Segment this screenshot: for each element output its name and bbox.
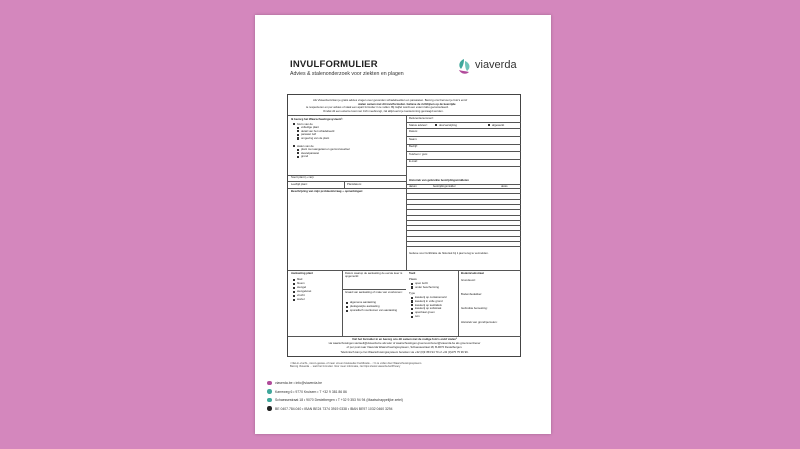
- contact-field-1: Naam:: [409, 136, 418, 141]
- footnote-2: Bezorg Viaverda ... teelt het formulier. Voor meer informatie, zie https://www.viaverda.be/Privacy: [290, 365, 401, 369]
- photos-checkbox[interactable]: [293, 123, 295, 125]
- infestation-option-checkbox-5[interactable]: [293, 299, 295, 301]
- sample-option-checkbox-1[interactable]: [297, 152, 299, 154]
- soil-field-2: Gebruikte bemesting:: [461, 306, 488, 310]
- form-box: [287, 94, 521, 357]
- contact-line-3: [275, 407, 393, 411]
- logo-text: viaverda: [475, 59, 517, 71]
- history-row-line-6: [406, 220, 521, 221]
- history-heading: Historiek van gebruikte bestrijdingsmiddelen: [409, 178, 469, 182]
- infestation-option-checkbox-0[interactable]: [293, 279, 295, 281]
- photo-option-checkbox-1[interactable]: [297, 130, 299, 132]
- soil-heading: Bodem/substraat: [461, 271, 484, 275]
- infestation-option-label-5: wortel: [297, 297, 305, 301]
- history-row-line-3: [406, 204, 521, 205]
- page-title: INVULFORMULIER: [290, 59, 378, 70]
- soil-field-1: Bodembedekker:: [461, 292, 483, 296]
- history-col-date: datum: [409, 183, 417, 188]
- history-row-line-2: [406, 199, 521, 200]
- sample-option-label-2: grond: [301, 154, 309, 159]
- infestation-heading: Aantasting plant: [291, 271, 313, 275]
- degree-option-label-2: sporadisch voorkomen van aantasting: [350, 308, 398, 312]
- type-option-checkbox-2[interactable]: [411, 304, 413, 306]
- viaverda-logo: [455, 58, 535, 76]
- history-col-dose: dosis: [501, 183, 508, 188]
- soil-field-3: Historiek van grond/percelen:: [461, 320, 498, 324]
- infestation-option-label-2: stengel: [297, 285, 307, 289]
- type-option-label-0: kwekerij op containerveld: [415, 295, 447, 299]
- contact-dot-icon: [267, 389, 272, 394]
- infestation-option-checkbox-3[interactable]: [293, 291, 295, 293]
- sample-option-label-0: plant met aangetast en gezond weefsel: [301, 147, 350, 151]
- photo-option-label-1: detail van het schadebeeld: [301, 128, 335, 133]
- photo-option-checkbox-2[interactable]: [297, 134, 299, 136]
- infestation-option-label-3: stengelvoet: [297, 289, 312, 293]
- photo-option-checkbox-3[interactable]: [297, 137, 299, 139]
- infestation-option-label-0: blad: [297, 277, 303, 281]
- history-row-line-8: [406, 230, 521, 231]
- history-row-line-11: [406, 246, 521, 247]
- infestation-option-checkbox-2[interactable]: [293, 287, 295, 289]
- intro-line-4: Omdat dit een externe kost met zich meebrengt, zal altijd eerst je toestemming gevraagd worden.: [323, 108, 444, 113]
- type-option-label-1: kwekerij in volle grond: [415, 298, 443, 303]
- contact-field-line-3: [406, 159, 521, 160]
- contact-dot-icon: [267, 381, 272, 386]
- contact-text: Schaessestraat 18 • 9070 Destelbergen • T +32 9 353 94 94 (Maatschappelijke zetel): [275, 398, 403, 402]
- infestation-option-checkbox-4[interactable]: [293, 295, 295, 297]
- ref-label: Referentienummer²:: [409, 116, 434, 120]
- place-option-checkbox-1[interactable]: [411, 286, 413, 288]
- history-row-line-7: [406, 225, 521, 226]
- send-line-3: Telefonisch kan je het Waarschuwingssysteem bereiken via +32 (0)9 353 94 70 of +32 (0)475 75 96 99.: [340, 349, 469, 354]
- contact-line-0: [275, 381, 322, 385]
- photo-option-label-3: omgeving van de plant: [301, 135, 330, 140]
- degree-option-checkbox-1[interactable]: [346, 306, 348, 308]
- degree-option-label-0: algemene aantasting: [350, 300, 376, 304]
- contact-field-0: Datum:: [409, 129, 419, 133]
- history-row-line-4: [406, 209, 521, 210]
- sample-option-label-1: sleutelparasiet: [301, 150, 320, 155]
- samples-checkbox[interactable]: [293, 145, 295, 147]
- first-date-heading: Datum waarop de aantasting de eerste keer is opgemerkt:: [345, 271, 403, 279]
- contact-field-2: Bedrijf:: [409, 144, 418, 148]
- contact-field-3: Telefoon / gsm:: [409, 151, 428, 156]
- send-heading: Ik bezorg het Waarschuwingssysteem¹:: [291, 117, 344, 121]
- contact-line-2: [275, 398, 403, 402]
- contact-dot-icon: [267, 398, 272, 403]
- status-done-label: afgewerkt: [492, 122, 505, 127]
- contact-field-line-0: [406, 136, 521, 137]
- document-page: [255, 15, 551, 434]
- type-option-checkbox-3[interactable]: [411, 308, 413, 310]
- plant-date-label: Plantdatum:: [347, 182, 362, 186]
- status-label: Status advies²:: [409, 122, 428, 127]
- history-row-line-10: [406, 241, 521, 242]
- place-option-label-0: open lucht: [415, 281, 428, 285]
- footnote-1: ¹ Niet-in-vrucht-, niet-in-gewas- of meer uit een boekseder-fructificatie... ² In te vullen door Waarschuwingssysteem.: [290, 362, 422, 365]
- infestation-option-label-4: vrucht: [297, 293, 305, 297]
- type-label: Type: [409, 291, 416, 295]
- sample-option-checkbox-2[interactable]: [297, 156, 299, 158]
- description-heading: Beschrijving van mijn probleem/vraag + opmerkingen:: [291, 189, 364, 193]
- send-line-1: via waarschuwingen.sierteelt@viaverda.be als teler of waarschuwingen.groenvoorziener@viaverda.be als groenvoorziener: [328, 341, 481, 346]
- type-option-checkbox-4[interactable]: [411, 312, 413, 314]
- place-label: Plaats: [409, 277, 417, 281]
- history-row-line-1: [406, 193, 521, 194]
- leaf-logo-icon: [455, 58, 473, 76]
- contact-text: Karreweg 6 • 9770 Kruisem • T +32 9 381 86 86: [275, 389, 347, 394]
- degree-option-checkbox-0[interactable]: [346, 302, 348, 304]
- type-option-label-2: kwekerij op teelttafels: [415, 302, 442, 307]
- photo-option-checkbox-0[interactable]: [297, 127, 299, 129]
- send-line-0: Voil het formulier in en bezorg ons dit samen met de nodige foto's en/of stalen³: [352, 337, 457, 341]
- type-option-label-5: tuin: [415, 314, 420, 318]
- type-option-checkbox-5[interactable]: [411, 316, 413, 318]
- contact-field-line-1: [406, 144, 521, 145]
- place-option-checkbox-0[interactable]: [411, 283, 413, 285]
- history-row-line-0: [406, 188, 521, 189]
- type-option-label-3: kwekerij op substraat: [415, 306, 442, 311]
- contact-line-1: [275, 390, 347, 394]
- samples-label: stalen van de: [297, 143, 314, 148]
- contact-field-line-4: [406, 166, 521, 167]
- status-referral-checkbox[interactable]: [435, 124, 437, 126]
- footnotes: [290, 362, 520, 368]
- intro-line-3: te respecteren en per advies of staal een apart formulier in te vullen. Bij twijfel wordt een extern labo geconsulteerd.: [306, 105, 449, 109]
- send-line-2: of per post naar Viaverda Waarschuwingssysteem, Schaessestraat 18, B-9070 Destelbergen.: [346, 345, 463, 350]
- plant-age-label: Leeftijd plant:: [291, 182, 308, 186]
- history-row-line-5: [406, 215, 521, 216]
- contact-text: BE 0407.784.040 • IBAN BE24 7374 3919 0338 • IBAN BE97 1032 0460 3294: [275, 406, 393, 411]
- infestation-option-checkbox-1[interactable]: [293, 283, 295, 285]
- contact-dot-icon: [267, 406, 272, 411]
- history-col-product: bestrijdingsmiddel: [433, 183, 456, 188]
- history-footnote: Gelieve voor fertilizatie de historiek bij 1 jaar terug te vermelden.: [409, 251, 489, 255]
- degree-option-checkbox-2[interactable]: [346, 310, 348, 312]
- photo-option-label-0: volledige plant: [301, 125, 319, 129]
- status-referral-label: doorverwijzing: [439, 122, 457, 127]
- cultivation-heading: Teelt: [409, 271, 416, 275]
- type-option-checkbox-0[interactable]: [411, 297, 413, 299]
- place-option-label-1: onder bescherming: [415, 284, 439, 289]
- status-done-checkbox[interactable]: [488, 124, 490, 126]
- infestation-option-label-1: bloem: [297, 281, 305, 285]
- photo-option-label-2: parasiet zelf: [301, 132, 317, 137]
- degree-heading: Graad van aantasting of mate van voorkomen:: [345, 290, 403, 294]
- soil-field-0: Grondsoort:: [461, 278, 476, 282]
- intro-line-2: stalen samen met dit invulformulier. Gelieve de richtlijnen op de keerzijde: [358, 101, 456, 106]
- type-option-checkbox-1[interactable]: [411, 300, 413, 302]
- page-subtitle: Advies & stalenonderzoek voor ziekten en plagen: [290, 71, 404, 77]
- type-option-label-4: openbaar groen: [415, 310, 435, 315]
- degree-option-label-1: pleksgewijze aantasting: [350, 304, 380, 308]
- intro-line-1: Als Viaverda-lid kan je gratis advies vragen over gevonden schadebeelden en parasieten. Bezorg ons hiervoor je foto's en/of: [313, 98, 468, 102]
- contact-text: viaverda.be • info@viaverda.be: [275, 381, 323, 385]
- history-row-line-9: [406, 236, 521, 237]
- contact-field-4: E-mail:: [409, 159, 418, 163]
- plant-species-label: Soort plant (+ ras):: [291, 175, 315, 179]
- photos-label: foto's van de: [297, 121, 313, 126]
- sample-option-checkbox-0[interactable]: [297, 149, 299, 151]
